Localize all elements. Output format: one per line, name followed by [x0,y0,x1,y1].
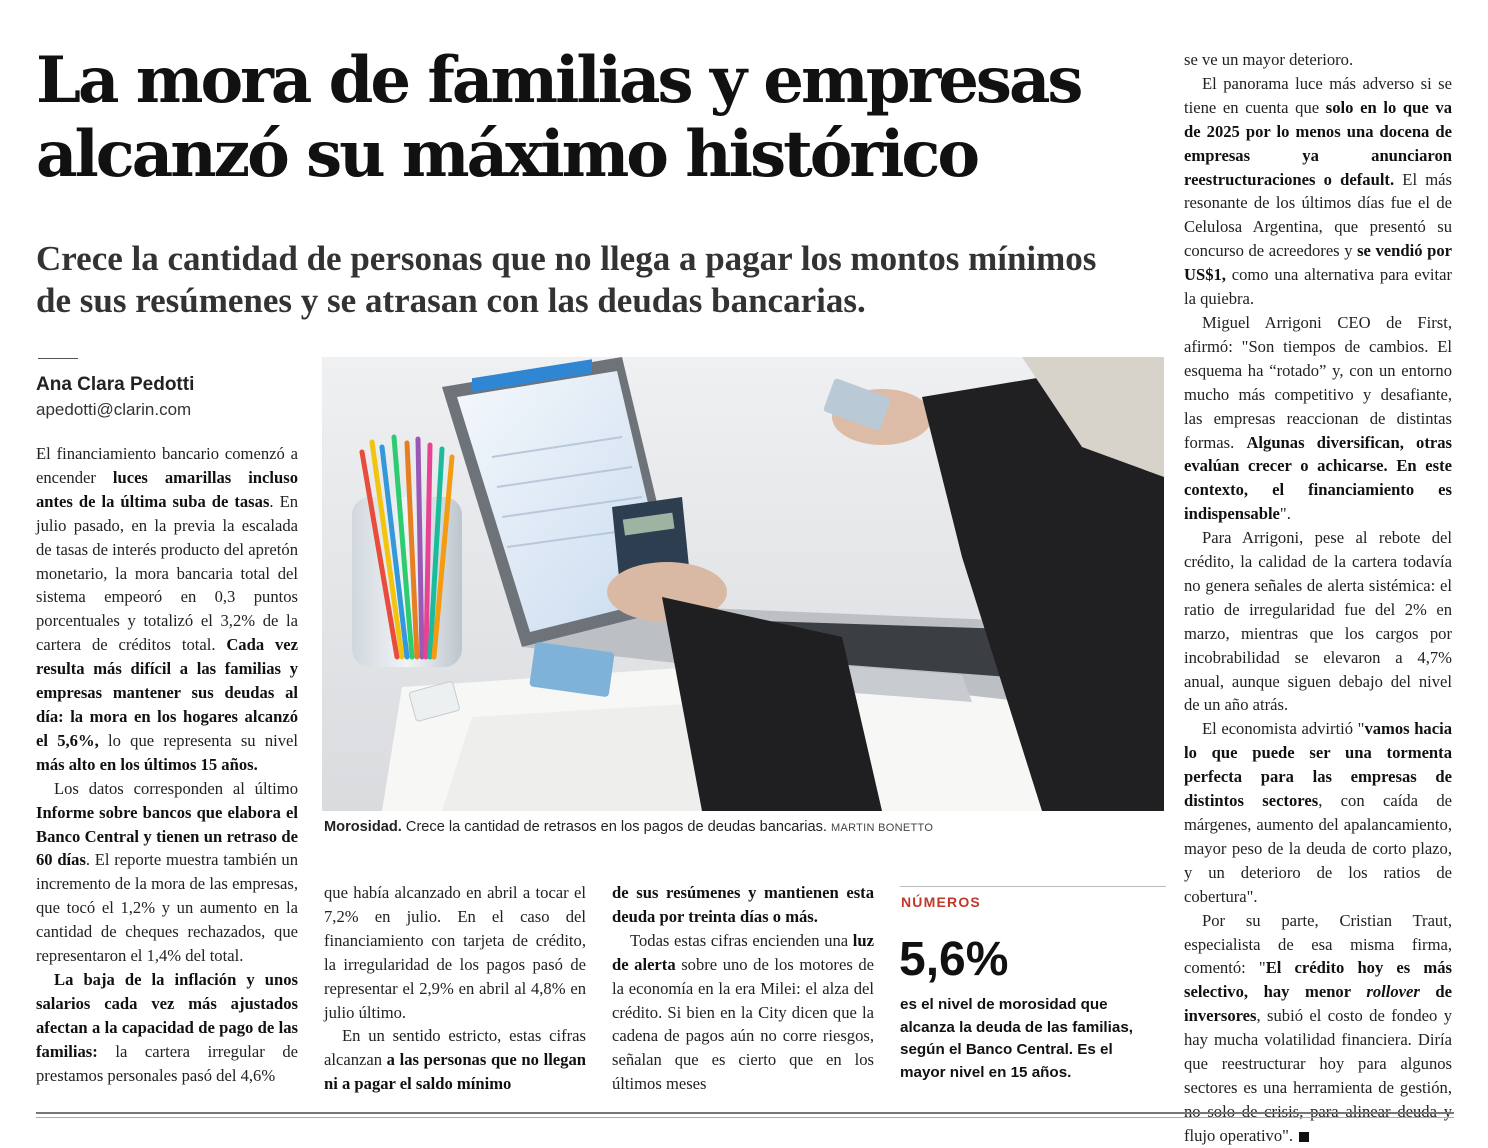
article-column-2 [324,881,586,1096]
paragraph: Los datos corresponden al último Informe sobre bancos que elabora el Banco Central y tienen un retraso de 60 días. El reporte muestra también un incremento de la mora de las empresas, que tocó el 1,2% y un aumento en la cantidad de cheques rechazados, que representaron el 1,4% del total. [36,778,298,966]
subheadline-line-2: de sus resúmenes y se atrasan con las deudas bancarias. [36,281,866,320]
subheadline [36,238,1166,322]
article-column-1 [36,442,298,1087]
numeros-label: NÚMEROS [901,894,981,910]
paragraph: El panorama luce más adverso si se tiene en cuenta que solo en lo que va de 2025 por lo menos una docena de empresas ya anunciaron reestructuraciones o default. El más resonante de los últimos días fue el de Celulosa Argentina, que presentó su concurso de acreedores y se vendió por US$1, como una alternativa para evitar la quiebra. [1184,73,1452,309]
numeros-text: es el nivel de morosidad que alcanza la deuda de las familias, según el Banco Central. Es el mayor nivel en 15 años. [900,996,1133,1081]
author-email[interactable]: apedotti@clarin.com [36,400,192,419]
page-bottom-rule-thin [36,1117,1454,1118]
paragraph: se ve un mayor deterioro. [1184,50,1354,69]
photo-caption [324,819,1164,835]
paragraph: de sus resúmenes y mantienen esta deuda por treinta días o más. [612,883,874,926]
paragraph: El financiamiento bancario comenzó a encender luces amarillas incluso antes de la última suba de tasas. En julio pasado, en la previa la escalada de tasas de interés producto del apretón monetario, la mora bancaria total del sistema empeoró en 0,3 puntos porcentuales y totalizó el 3,2% de la cartera de créditos total. Cada vez resulta más difícil a las familias y empresas mantener sus deudas al día: la mora en los hogares alcanzó el 5,6%, lo que representa su nivel más alto en los últimos 15 años. [36,444,299,774]
paragraph: que había alcanzado en abril a tocar el 7,2% en julio. En el caso del financiamiento con tarjeta de crédito, la irregularidad de los pagos pasó de representar el 2,9% en abril al 4,8% en julio último. [324,883,586,1022]
article-column-3 [612,881,874,1096]
caption-lead: Morosidad. [324,819,402,835]
page-bottom-rule [36,1112,1454,1114]
caption-text: Crece la cantidad de retrasos en los pagos de deudas bancarias. [401,819,832,835]
byline-divider [38,358,78,359]
paragraph: En un sentido estricto, estas cifras alcanzan a las personas que no llegan ni a pagar el saldo mínimo [324,1026,586,1094]
author-name: Ana Clara Pedotti [36,374,195,395]
photo-laptop-credit-cards-illustration [322,357,1164,811]
paragraph: Miguel Arrigoni CEO de First, afirmó: "Son tiempos de cambios. El esquema ha “rotado” y, con un entorno mucho más competitivo y desafiante, las empresas reaccionan de distintas formas. Algunas diversifican, otras evalúan crecer o achicarse. En este contexto, el financiamiento es indispensable". [1184,312,1452,524]
headline [36,44,1166,192]
article-column-4 [1184,48,1452,1148]
paragraph: Por su parte, Cristian Traut, especialista de esa misma firma, comentó: "El crédito hoy es más selectivo, hay menor rollover de inversores, subió el costo de fondeo y hay mucha volatilidad financiera. Diría que reestructurar hoy para algunos sectores es una herramienta de gestión, flujo operativo". [1184,910,1452,1145]
headline-line-2: alcanzó su máximo histórico [36,117,978,192]
paragraph: La baja de la inflación y unos salarios cada vez más ajustados afectan a la capacidad de pago de las familias: la cartera irregular de prestamos personales pasó del 4,6% [36,969,298,1085]
paragraph: Todas estas cifras encienden una luz de alerta sobre uno de los motores de la economía en la era Milei: el alza del crédito. Si bien en la City dicen que la cadena de pagos aún no corre riesgos, señalan que es cierto que en los últimos meses [612,930,875,1094]
headline-line-1: La mora de familias y empresas [36,43,1081,118]
photo-credit: MARTIN BONETTO [831,822,934,834]
numeros-value: 5,6% [899,933,1009,986]
end-of-article-mark [1299,1132,1309,1142]
paragraph: Para Arrigoni, pese al rebote del crédito, la calidad de la cartera todavía no genera señales de alerta sistémica: el ratio de irregularidad fue del 2% en marzo, mientras que los cargos por incobrabilidad se elevaron a 4,7% anual, aunque siguen debajo del nivel de un año atrás. [1184,528,1452,715]
paragraph: El economista advirtió "vamos hacia lo que puede ser una tormenta perfecta para las empresas de distintos sectores, con caída de márgenes, aumento del apalancamiento, mayor peso de la deuda de corto plazo, y un deterioro de los ratios de cobertura". [1184,719,1452,906]
numeros-divider [900,886,1166,887]
article-photo [322,357,1164,811]
subheadline-line-1: Crece la cantidad de personas que no llega a pagar los montos mínimos [36,239,1097,278]
